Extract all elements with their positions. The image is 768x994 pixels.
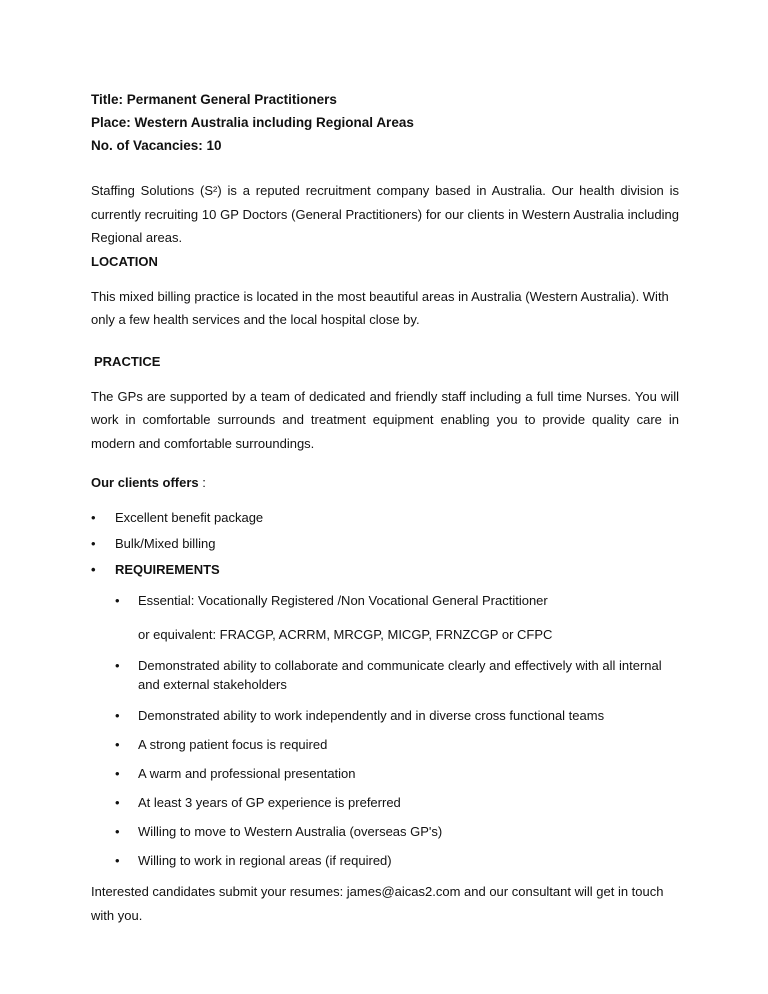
bullet-icon: • — [115, 766, 120, 781]
practice-paragraph: The GPs are supported by a team of dedicated and friendly staff including a full time Nurses. You will work in comfortable surrounds and treatment equipment enabling you to provide quality care in modern and comfortable surroundings. — [91, 388, 679, 451]
list-item — [115, 656, 679, 694]
list-item — [115, 591, 679, 644]
offers-heading-label: Our clients offers — [91, 475, 199, 490]
list-item — [115, 851, 679, 870]
requirement-item-label: Willing to move to Western Australia (overseas GP's) — [138, 824, 443, 839]
requirement-item-label: A strong patient focus is required — [138, 737, 328, 752]
location-paragraph: This mixed billing practice is located in the most beautiful areas in Australia (Western Australia). With only a few health services and the local hospital close by. — [91, 288, 669, 327]
job-vacancies: No. of Vacancies: 10 — [91, 138, 222, 153]
bullet-icon: • — [91, 510, 96, 525]
offers-heading — [91, 473, 679, 492]
bullet-icon: • — [91, 536, 96, 551]
requirement-item-label: A warm and professional presentation — [138, 766, 356, 781]
offer-item-label: Excellent benefit package — [115, 510, 264, 525]
practice-heading: PRACTICE — [94, 353, 161, 369]
list-item — [115, 706, 679, 725]
offer-item-label: Bulk/Mixed billing — [115, 536, 216, 551]
location-heading: LOCATION — [91, 253, 158, 269]
bullet-icon: • — [115, 853, 120, 868]
offers-list — [91, 508, 679, 870]
requirement-item-label: Demonstrated ability to work independently and in diverse cross functional teams — [138, 708, 605, 723]
requirement-item-label: Demonstrated ability to collaborate and communicate clearly and effectively with all internal and external stakeholders — [138, 658, 662, 692]
offers-heading-suffix: : — [198, 475, 206, 490]
list-item — [91, 534, 679, 553]
requirement-item-label: Willing to work in regional areas (if required) — [138, 853, 392, 868]
bullet-icon: • — [91, 562, 96, 577]
bullet-icon: • — [115, 737, 120, 752]
bullet-icon: • — [115, 795, 120, 810]
job-place: Place: Western Australia including Regional Areas — [91, 115, 414, 130]
requirements-section — [91, 560, 679, 870]
closing-paragraph: Interested candidates submit your resumes: james@aicas2.com and our consultant will get in touch with you. — [91, 884, 664, 923]
list-item — [115, 735, 679, 754]
job-posting-document — [91, 90, 679, 928]
bullet-icon: • — [115, 658, 120, 673]
requirements-list — [115, 591, 679, 870]
list-item — [115, 793, 679, 812]
requirement-item-label: Essential: Vocationally Registered /Non Vocational General Practitioner — [138, 593, 548, 608]
bullet-icon: • — [115, 593, 120, 608]
job-title: Title: Permanent General Practitioners — [91, 92, 337, 107]
intro-paragraph: Staffing Solutions (S²) is a reputed recruitment company based in Australia. Our health division is currently recruiting 10 GP Doctors (General Practitioners) for our clients in Western Australia including Regional areas. — [91, 183, 679, 245]
list-item — [115, 764, 679, 783]
requirements-heading: REQUIREMENTS — [115, 562, 220, 577]
list-item — [115, 822, 679, 841]
requirement-item-label: At least 3 years of GP experience is preferred — [138, 795, 401, 810]
list-item — [91, 508, 679, 527]
requirement-item-continuation: or equivalent: FRACGP, ACRRM, MRCGP, MICGP, FRNZCGP or CFPC — [138, 627, 553, 642]
bullet-icon: • — [115, 824, 120, 839]
bullet-icon: • — [115, 708, 120, 723]
